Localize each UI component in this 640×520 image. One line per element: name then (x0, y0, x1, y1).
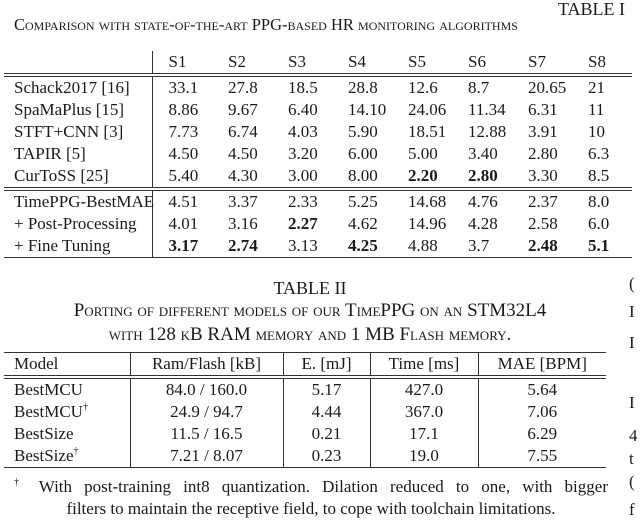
value: 2.58 (528, 214, 558, 233)
column-header-s2: S2 (228, 52, 246, 71)
mae-cell: 5.64 (527, 380, 558, 399)
model-label: BestSize (14, 446, 74, 465)
cell-value (452, 235, 512, 258)
value: 4.62 (348, 214, 378, 233)
value: 3.91 (528, 122, 558, 141)
cell-value (332, 121, 392, 143)
column-header: MAE [BPM] (497, 354, 587, 373)
cell-value (332, 99, 392, 121)
cell-value (272, 235, 332, 258)
value: 20.65 (528, 78, 567, 97)
best-value: 2.80 (468, 166, 498, 185)
cell-value (212, 213, 272, 235)
table2-header-row (4, 353, 606, 378)
cell-value (212, 121, 272, 143)
table-row (4, 121, 632, 143)
cell-value (152, 75, 212, 99)
value: 4.88 (408, 236, 438, 255)
cell-value (392, 99, 452, 121)
value: 3.20 (288, 144, 318, 163)
value: 6.40 (288, 100, 318, 119)
value: 3.30 (528, 166, 558, 185)
text-fragment: ( (629, 472, 635, 491)
value: 18.51 (408, 122, 447, 141)
column-header: Time [ms] (370, 353, 478, 378)
value: 4.76 (468, 192, 498, 211)
cell-value (572, 143, 632, 165)
table-row (4, 445, 606, 468)
value: 4.30 (228, 166, 258, 185)
value: 6.3 (588, 144, 610, 163)
quantized-mark: † (73, 446, 79, 457)
footnote-line2: filters to maintain the receptive field, to cope with toolchain limitations. (66, 499, 556, 518)
value: 11.34 (468, 100, 506, 119)
value: 12.88 (468, 122, 507, 141)
mae-cell: 6.29 (527, 424, 558, 443)
text-fragment: f (629, 500, 635, 519)
time-cell: 367.0 (370, 401, 478, 423)
value: 8.0 (588, 192, 610, 211)
cell-value (332, 75, 392, 99)
value: 7.73 (168, 122, 199, 141)
cell-value (572, 235, 632, 258)
value: 4.03 (288, 122, 318, 141)
cell-value (272, 75, 332, 99)
table-row (4, 423, 606, 445)
column-header: E. [mJ] (283, 353, 370, 378)
column-header-s5: S5 (408, 52, 426, 71)
table2-footnote (14, 476, 608, 520)
table2 (4, 352, 606, 468)
column-header-method (4, 51, 152, 75)
cell-value (332, 143, 392, 165)
cell-value (152, 99, 212, 121)
cell-value (452, 99, 512, 121)
value: 12.6 (408, 78, 438, 97)
text-fragment: 4 (629, 426, 638, 445)
value: 24.06 (408, 100, 447, 119)
value: 3.13 (288, 236, 318, 255)
model-label: BestMCU (14, 380, 83, 399)
cell-value (392, 213, 452, 235)
cell-value (392, 75, 452, 99)
cell-value (392, 143, 452, 165)
footnote-mark: † (14, 477, 27, 488)
table-row (4, 75, 632, 99)
cell-value (572, 189, 632, 213)
cell-value (392, 189, 452, 213)
column-header-s6: S6 (468, 52, 486, 71)
value: 3.16 (228, 214, 258, 233)
value: 2.37 (528, 192, 558, 211)
value: 8.7 (468, 78, 490, 97)
column-header: Model (4, 353, 130, 378)
value: 4.28 (468, 214, 498, 233)
cell-value (512, 143, 572, 165)
value: 5.90 (348, 122, 378, 141)
ram-flash-cell: 7.21 / 8.07 (130, 445, 283, 468)
value: 8.5 (588, 166, 610, 185)
value: 5.25 (348, 192, 378, 211)
column-header-s1: S1 (168, 52, 187, 71)
cell-value (512, 165, 572, 189)
time-cell: 427.0 (370, 377, 478, 401)
value: 5.00 (408, 144, 438, 163)
best-value: 2.20 (408, 166, 438, 185)
model-name (4, 445, 130, 468)
cell-value (272, 189, 332, 213)
cell-value (152, 121, 212, 143)
value: 2.80 (528, 144, 558, 163)
column-header-s7: S7 (528, 52, 546, 71)
footnote-line1: With post-training int8 quantization. Dilation reduced to one, with bigger (38, 477, 608, 496)
best-value: 4.25 (348, 236, 378, 255)
cell-value (572, 165, 632, 189)
cell-value (452, 121, 512, 143)
cell-value (152, 165, 212, 189)
table2-label: TABLE II (273, 278, 347, 298)
model-label: BestSize (14, 424, 74, 443)
energy-cell: 5.17 (283, 377, 370, 401)
method-name: + Post-Processing (4, 213, 152, 235)
cell-value (212, 189, 272, 213)
model-name (4, 423, 130, 445)
column-header-s8: S8 (588, 52, 606, 71)
cell-value (332, 189, 392, 213)
cell-value (452, 189, 512, 213)
energy-cell: 0.23 (283, 445, 370, 468)
method-name: + Fine Tuning (4, 235, 152, 258)
table1-label: TABLE I (558, 0, 626, 19)
model-name (4, 401, 130, 423)
method-name: Schack2017 [16] (4, 75, 152, 99)
value: 2.33 (288, 192, 318, 211)
cell-value (212, 165, 272, 189)
method-name: SpaMaPlus [15] (4, 99, 152, 121)
cell-value (212, 235, 272, 258)
cell-value (152, 213, 212, 235)
ram-flash-cell: 11.5 / 16.5 (130, 423, 283, 445)
cell-value (272, 99, 332, 121)
energy-cell: 4.44 (283, 401, 370, 423)
value: 4.51 (168, 192, 199, 211)
table-row (4, 235, 632, 258)
value: 27.8 (228, 78, 258, 97)
column-header-s3: S3 (288, 52, 306, 71)
cell-value (512, 75, 572, 99)
value: 6.0 (588, 214, 610, 233)
table-row (4, 401, 606, 423)
cell-value (452, 143, 512, 165)
value: 6.00 (348, 144, 378, 163)
cell-value (332, 235, 392, 258)
cell-value (512, 99, 572, 121)
table1-header-row (4, 51, 632, 75)
value: 21 (588, 78, 605, 97)
cell-value (452, 165, 512, 189)
model-label: BestMCU (14, 402, 83, 421)
best-value: 2.27 (288, 214, 318, 233)
value: 3.40 (468, 144, 498, 163)
method-name: TimePPG-BestMAE (4, 189, 152, 213)
cell-value (272, 165, 332, 189)
table-row (4, 99, 632, 121)
table1-caption: Comparison with state-of-the-art PPG-based HR monitoring algorithms (14, 15, 518, 34)
column-header-s4: S4 (348, 52, 366, 71)
method-name: STFT+CNN [3] (4, 121, 152, 143)
value: 11 (588, 100, 605, 119)
ram-flash-cell: 84.0 / 160.0 (130, 377, 283, 401)
text-fragment: ( (629, 274, 635, 293)
mae-cell: 7.06 (527, 402, 558, 421)
value: 33.1 (168, 78, 199, 97)
text-fragment: t (629, 449, 634, 468)
cell-value (332, 213, 392, 235)
ram-flash-cell: 24.9 / 94.7 (130, 401, 283, 423)
cell-value (272, 213, 332, 235)
table-row (4, 213, 632, 235)
value: 9.67 (228, 100, 258, 119)
cell-value (332, 165, 392, 189)
best-value: 5.1 (588, 236, 610, 255)
value: 4.50 (228, 144, 258, 163)
cell-value (452, 213, 512, 235)
cell-value (512, 213, 572, 235)
cell-value (512, 189, 572, 213)
value: 3.00 (288, 166, 318, 185)
text-fragment: I (629, 302, 635, 321)
value: 8.86 (168, 100, 199, 119)
value: 8.00 (348, 166, 378, 185)
value: 14.96 (408, 214, 447, 233)
cell-value (152, 143, 212, 165)
value: 28.8 (348, 78, 378, 97)
table2-caption-line2: with 128 kB RAM memory and 1 MB Flash memory. (108, 324, 512, 345)
cell-value (512, 235, 572, 258)
method-name: CurToSS [25] (4, 165, 152, 189)
cell-value (272, 121, 332, 143)
cell-value (212, 143, 272, 165)
energy-cell: 0.21 (283, 423, 370, 445)
value: 5.40 (168, 166, 199, 185)
best-value: 2.48 (528, 236, 558, 255)
column-header: Ram/Flash [kB] (130, 353, 283, 378)
cell-value (392, 121, 452, 143)
value: 4.01 (168, 214, 199, 233)
best-value: 3.17 (168, 236, 199, 255)
value: 14.10 (348, 100, 387, 119)
model-name (4, 377, 130, 401)
cell-value (572, 99, 632, 121)
quantized-mark: † (82, 402, 88, 413)
table-row (4, 165, 632, 189)
value: 6.74 (228, 122, 258, 141)
cell-value (572, 75, 632, 99)
value: 3.37 (228, 192, 258, 211)
time-cell: 19.0 (370, 445, 478, 468)
cell-value (572, 213, 632, 235)
cell-value (272, 143, 332, 165)
table1 (4, 51, 632, 258)
cell-value (392, 165, 452, 189)
best-value: 2.74 (228, 236, 258, 255)
value: 6.31 (528, 100, 558, 119)
method-name: TAPIR [5] (4, 143, 152, 165)
text-fragment: I (629, 333, 635, 352)
value: 4.50 (168, 144, 199, 163)
value: 18.5 (288, 78, 318, 97)
table-row (4, 189, 632, 213)
value: 10 (588, 122, 605, 141)
table-row (4, 377, 606, 401)
cell-value (392, 235, 452, 258)
value: 14.68 (408, 192, 447, 211)
cell-value (152, 235, 212, 258)
table-row (4, 143, 632, 165)
cell-value (212, 99, 272, 121)
table2-caption-line1: Porting of different models of our TimePPG on an STM32L4 (73, 300, 547, 321)
text-fragment: I (629, 393, 635, 412)
cell-value (152, 189, 212, 213)
cell-value (572, 121, 632, 143)
time-cell: 17.1 (370, 423, 478, 445)
cell-value (512, 121, 572, 143)
cell-value (452, 75, 512, 99)
mae-cell: 7.55 (527, 446, 558, 465)
cell-value (212, 75, 272, 99)
value: 3.7 (468, 236, 490, 255)
